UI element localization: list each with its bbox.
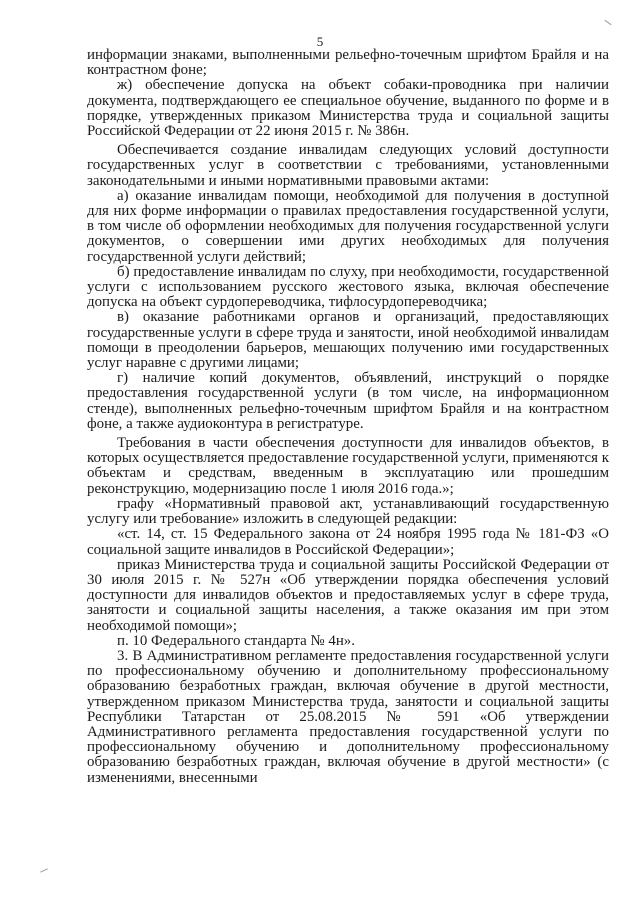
paragraph: а) оказание инвалидам помощи, необходимой для получения в доступной для них форме информации о правилах предоставления государственной услуги, в том числе об оформлении необходимых для получения государственной услуги документов, о совершении ими других необходимых для получения государственной услуги действий; xyxy=(87,187,609,265)
paragraph: «ст. 14, ст. 15 Федерального закона от 24 ноября 1995 года № 181-ФЗ «О социальной защите инвалидов в Российской Федерации»; xyxy=(87,526,609,558)
paragraph: Требования в части обеспечения доступности для инвалидов объектов, в которых осуществляется предоставление государственной услуги, применяются к объектам и средствам, введенным в эксплуатацию или прошедшим реконструкцию, модернизацию после 1 июля 2016 года.»; xyxy=(87,435,609,497)
scan-mark xyxy=(40,868,48,872)
paragraph: б) предоставление инвалидам по слуху, при необходимости, государственной услуги с использованием русского жестового языка, включая обеспечение допуска на объект сурдопереводчика, тифлосурдопереводчика; xyxy=(87,263,609,311)
paragraph: информации знаками, выполненными рельефно-точечным шрифтом Брайля и на контрастном фоне; xyxy=(87,47,609,79)
paragraph: г) наличие копий документов, объявлений, инструкций о порядке предоставления государственной услуги (в том числе, на информационном стенде), выполненных рельефно-точечным шрифтом Брайля и на контрастном фоне, а также аудиоконтура в регистратуре. xyxy=(87,370,609,432)
paragraph: п. 10 Федерального стандарта № 4н». xyxy=(117,632,355,649)
paragraph: графу «Нормативный правовой акт, устанавливающий государственную услугу или требование» изложить в следующей редакции: xyxy=(87,495,609,528)
document-body xyxy=(87,48,609,786)
paragraph: в) оказание работниками органов и организаций, предоставляющих государственные услуги в сфере труда и занятости, иной необходимой инвалидам помощи в преодолении барьеров, мешающих получению ими государственных услуг наравне с другими лицами; xyxy=(87,309,609,372)
paragraph: Обеспечивается создание инвалидам следующих условий доступности государственных услуг в соответствии с требованиями, установленными законодательными и иными нормативными правовыми актами: xyxy=(87,142,609,189)
paragraph: 3. В Административном регламенте предоставления государственной услуги по профессиональному обучению и дополнительному профессиональному образованию безработных граждан, включая обучение в другой местности, утвержденном приказом Министерства труда, занятости и социальной защиты Республики Татарстан от 25.08.2015 № 591 «Об утверждении Административного регламента предоставления государственной услуги по профессиональному обучению и дополнительному профессиональному образованию безработных граждан, включая обучение в другой местности» (с изменениями, внесенными xyxy=(87,647,609,786)
paragraph: ж) обеспечение допуска на объект собаки-проводника при наличии документа, подтверждающего ее специальное обучение, выданного по форме и в порядке, утвержденных приказом Министерства труда и социальной защиты Российской Федерации от 22 июня 2015 г. № 386н. xyxy=(87,77,609,140)
page-number: 5 xyxy=(316,34,324,49)
scan-mark xyxy=(604,20,611,25)
paragraph: приказ Министерства труда и социальной защиты Российской Федерации от 30 июля 2015 г. № 527н «Об утверждении порядка обеспечения условий доступности для инвалидов объектов и предоставляемых услуг в сфере труда, занятости и социальной защиты населения, а также оказания им при этом необходимой помощи»; xyxy=(87,556,609,634)
